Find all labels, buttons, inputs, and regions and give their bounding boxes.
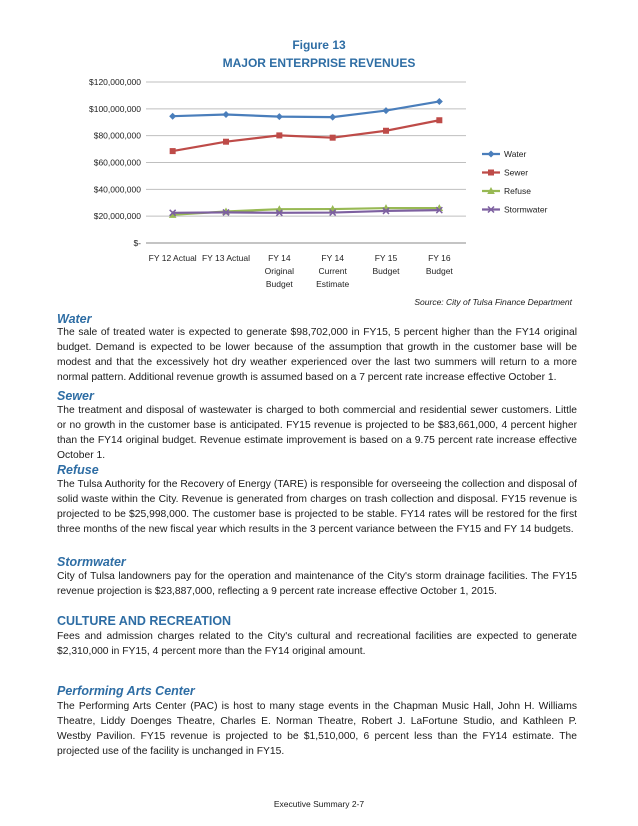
sewer-data-point [223,139,229,145]
page-footer: Executive Summary 2-7 [273,799,365,809]
y-tick-label: $100,000,000 [89,103,141,114]
x-tick-label: Original [264,266,294,276]
x-tick-label: Current [318,266,347,276]
performing-arts-heading: Performing Arts Center [57,684,195,698]
stormwater-paragraph: City of Tulsa landowners pay for the operation and maintenance of the City's storm drainage facilities. The FY15 revenue projection is $23,887,000, reflecting a 9 percent rate increase effective October 1, 2015. [57,571,577,597]
sewer-data-point [383,128,389,134]
culture-recreation-paragraph: Fees and admission charges related to the City's cultural and recreational facilities are expected to generate $2,310,000 in FY15, 4 percent more than the FY14 original amount. [57,631,577,657]
sewer-data-point [276,132,282,138]
stormwater-legend-label: Stormwater [504,204,548,215]
revenue-line-chart [0,0,638,300]
x-tick-label: FY 12 Actual [148,253,197,263]
x-tick-label: FY 16 [428,253,451,263]
x-tick-label: Budget [425,266,453,276]
sewer-legend-label: Sewer [504,167,529,178]
refuse-paragraph: The Tulsa Authority for the Recovery of Energy (TARE) is responsible for overseeing the collection and disposal of solid waste within the City. Revenue is generated from charges on trash collection and disposal. FY15 revenue is projected to be $25,998,000. The customer base is projected to be stable. FY14 rates will be restored for the first three months of the new fiscal year which results in the 3 percent variance between the FY15 and FY 14 budgets. [57,479,577,535]
y-tick-label: $20,000,000 [93,211,141,222]
stormwater-series-line [173,210,440,213]
x-tick-label: FY 13 Actual [201,253,251,263]
water-paragraph: The sale of treated water is expected to generate $98,702,000 in FY15, 5 percent higher than the FY14 original budget. Demand is expected to be lower because of the assumption that growth in the customer base will be modest and that the excessively hot dry weather experienced over the last two summers will return to a more normal pattern. Additional revenue growth is assumed based on a 7 percent rate increase effective October 1. [57,327,577,383]
y-tick-label: $- [133,238,141,248]
x-tick-label: Budget [372,266,400,276]
water-heading: Water [57,312,92,326]
sewer-data-point [330,135,336,141]
y-tick-label: $80,000,000 [93,130,141,141]
stormwater-heading: Stormwater [57,555,126,569]
source-note: Source: City of Tulsa Finance Department [414,297,572,307]
water-data-point [276,113,283,120]
figure-title: MAJOR ENTERPRISE REVENUES [222,56,416,70]
y-tick-label: $40,000,000 [93,184,141,195]
culture-recreation-heading: CULTURE AND RECREATION [57,614,232,628]
x-tick-label: FY 14 [321,253,344,263]
x-tick-label: FY 14 [268,253,291,263]
sewer-data-point [436,117,442,123]
water-legend-marker [488,151,495,158]
refuse-heading: Refuse [57,463,99,477]
y-tick-label: $60,000,000 [93,157,141,168]
refuse-legend-label: Refuse [504,186,531,196]
figure-number: Figure 13 [292,38,346,52]
x-tick-label: FY 15 [374,253,398,263]
x-tick-label: Budget [265,279,293,289]
sewer-data-point [170,148,176,154]
y-tick-label: $120,000,000 [89,77,141,87]
sewer-legend-marker [488,170,494,176]
water-data-point [436,98,443,105]
water-data-point [223,111,230,118]
water-data-point [329,114,336,121]
water-data-point [169,113,176,120]
performing-arts-paragraph: The Performing Arts Center (PAC) is host to many stage events in the Chapman Music Hall, John H. Williams Theatre, Liddy Doenges Theatre, Charles E. Norman Theatre, Robert J. LaFortune Studio, and Kathleen P. Westby Pavilion. FY15 revenue is projected to be $1,510,000, 6 percent less than the FY14 estimate. The projected use of the facility is unchanged in FY15. [57,701,577,757]
x-tick-label: Estimate [316,279,350,289]
sewer-paragraph: The treatment and disposal of wastewater is charged to both commercial and residential sewer customers. Little or no growth in the customer base is anticipated. FY15 revenue is projected to be $83,661,000, 4 percent higher than the FY14 original budget. Revenue estimate improvement is based on a 9.75 percent rate increase effective October 1. [57,405,577,461]
water-legend-label: Water [504,149,527,159]
sewer-heading: Sewer [57,389,94,403]
water-data-point [383,107,390,114]
